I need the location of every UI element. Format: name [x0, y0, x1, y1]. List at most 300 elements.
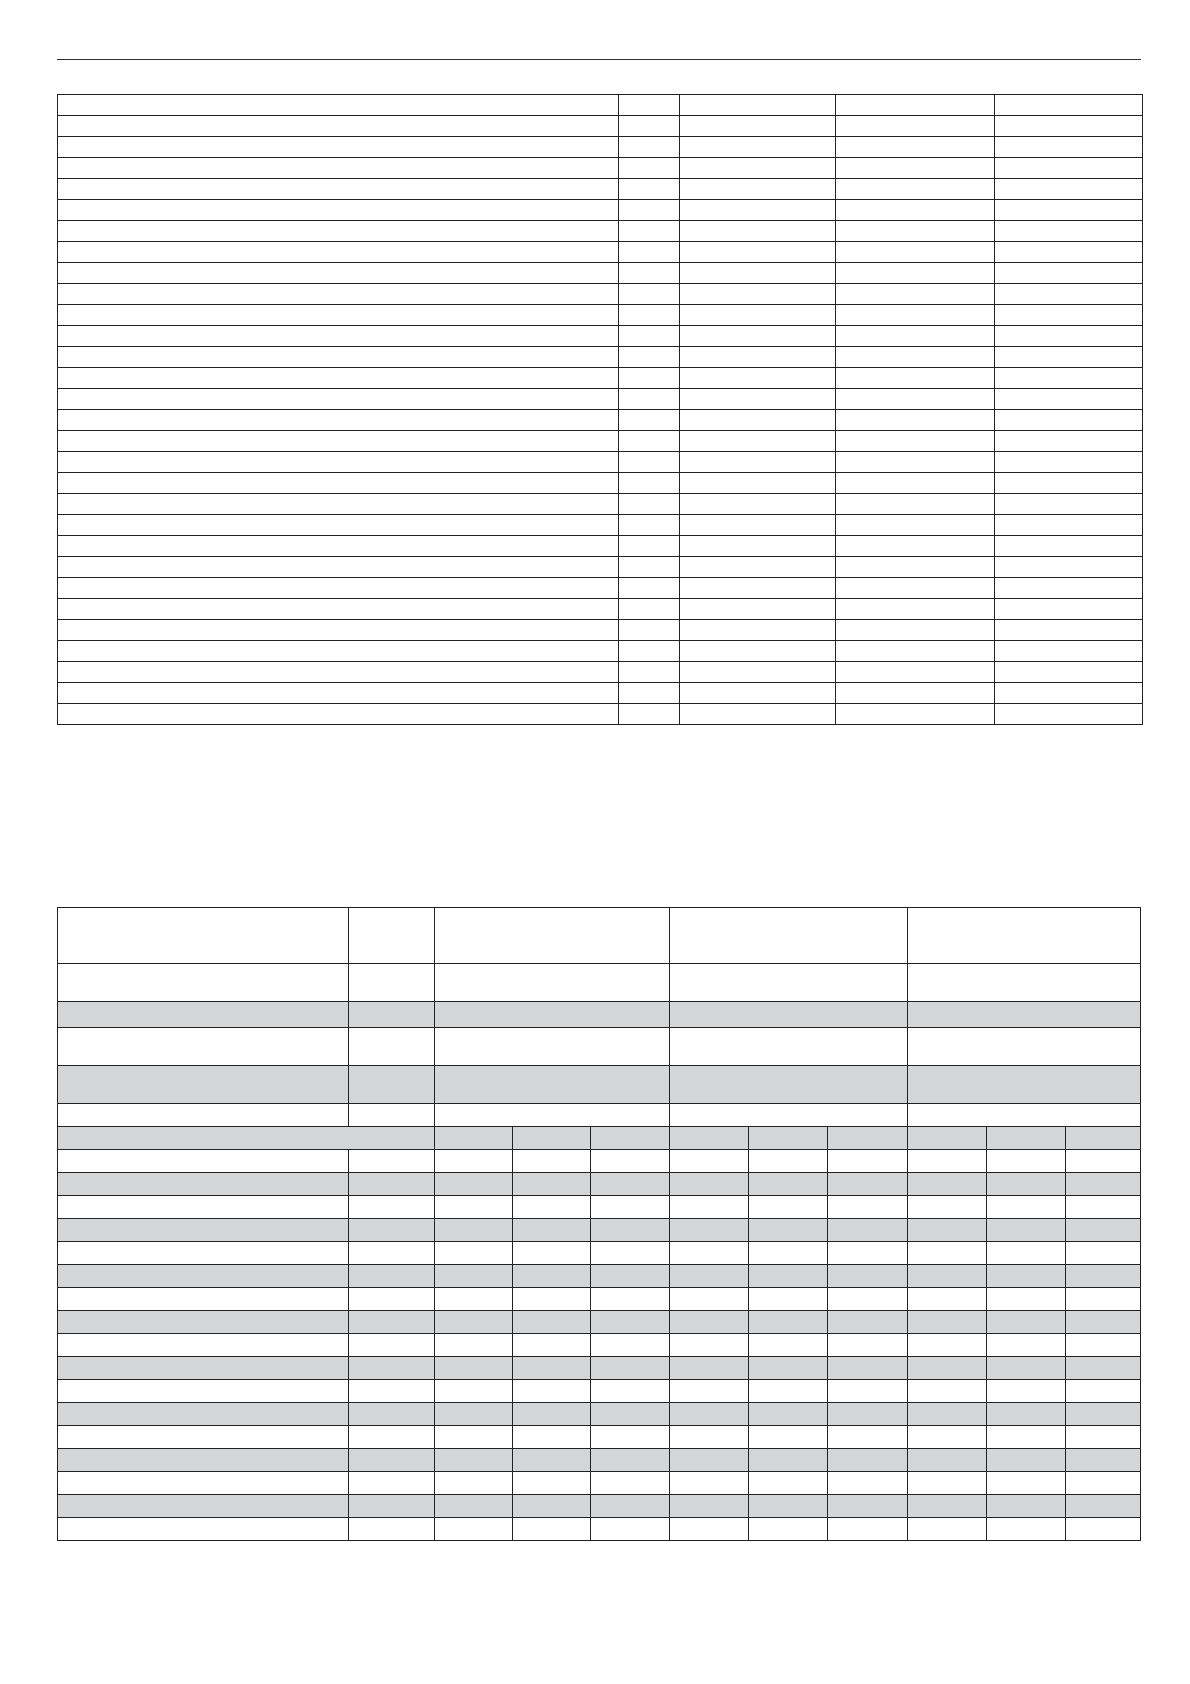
table-cell	[670, 1002, 908, 1028]
table-cell	[435, 1265, 513, 1288]
table-cell	[908, 1265, 987, 1288]
table-cell	[749, 1219, 828, 1242]
table-cell	[513, 1357, 591, 1380]
table-cell	[836, 515, 995, 536]
table-cell	[1066, 1173, 1141, 1196]
table-cell	[58, 704, 619, 725]
table-cell	[435, 1288, 513, 1311]
table-cell	[680, 200, 836, 221]
table-cell	[58, 1380, 349, 1403]
table-cell	[349, 964, 435, 1002]
table-row	[58, 95, 1143, 116]
table-cell	[680, 515, 836, 536]
table-cell	[670, 1403, 749, 1426]
table-cell	[435, 1403, 513, 1426]
table-cell	[349, 1426, 435, 1449]
table-cell	[670, 1028, 908, 1066]
table-cell	[591, 1150, 670, 1173]
table-cell	[995, 599, 1143, 620]
table-cell	[513, 1334, 591, 1357]
table-cell	[749, 1334, 828, 1357]
table-cell	[435, 1066, 670, 1104]
table-row	[58, 368, 1143, 389]
table-cell	[349, 1196, 435, 1219]
table-cell	[836, 305, 995, 326]
table-cell	[680, 95, 836, 116]
top-table	[57, 94, 1143, 725]
table-cell	[58, 473, 619, 494]
table-cell	[908, 1173, 987, 1196]
table-cell	[749, 1403, 828, 1426]
table-cell	[1066, 1288, 1141, 1311]
table-cell	[58, 452, 619, 473]
table-cell	[836, 473, 995, 494]
table-cell	[908, 1380, 987, 1403]
table-cell	[828, 1426, 908, 1449]
table-cell	[619, 158, 680, 179]
table-row	[58, 221, 1143, 242]
table-row	[58, 1357, 1141, 1380]
table-row	[58, 242, 1143, 263]
table-cell	[749, 1242, 828, 1265]
table-cell	[680, 578, 836, 599]
table-cell	[619, 578, 680, 599]
table-cell	[619, 704, 680, 725]
table-cell	[670, 1472, 749, 1495]
table-cell	[435, 1127, 513, 1150]
table-row	[58, 347, 1143, 368]
table-cell	[680, 641, 836, 662]
table-cell	[619, 557, 680, 578]
table-cell	[349, 1334, 435, 1357]
table-cell	[836, 683, 995, 704]
table-cell	[58, 1403, 349, 1426]
table-row	[58, 1150, 1141, 1173]
table-cell	[619, 515, 680, 536]
table-cell	[349, 1403, 435, 1426]
table-header-row	[58, 1028, 1141, 1066]
table-cell	[987, 1265, 1066, 1288]
table-cell	[513, 1288, 591, 1311]
table-cell	[828, 1357, 908, 1380]
table-cell	[680, 347, 836, 368]
table-cell	[987, 1173, 1066, 1196]
table-cell	[58, 1265, 349, 1288]
table-cell	[828, 1518, 908, 1541]
table-cell	[908, 1426, 987, 1449]
table-cell	[58, 1104, 349, 1127]
table-cell	[349, 1002, 435, 1028]
table-cell	[987, 1150, 1066, 1173]
table-cell	[836, 263, 995, 284]
table-row	[58, 200, 1143, 221]
table-cell	[995, 179, 1143, 200]
table-cell	[836, 137, 995, 158]
table-row	[58, 263, 1143, 284]
table-cell	[828, 1495, 908, 1518]
table-cell	[513, 1196, 591, 1219]
table-cell	[513, 1150, 591, 1173]
table-cell	[670, 1518, 749, 1541]
table-cell	[828, 1449, 908, 1472]
table-cell	[619, 347, 680, 368]
table-cell	[670, 1219, 749, 1242]
table-cell	[58, 1449, 349, 1472]
table-cell	[908, 1449, 987, 1472]
table-cell	[670, 1449, 749, 1472]
table-cell	[680, 242, 836, 263]
table-cell	[836, 431, 995, 452]
table-cell	[680, 137, 836, 158]
table-cell	[591, 1380, 670, 1403]
table-cell	[680, 305, 836, 326]
table-cell	[995, 557, 1143, 578]
table-cell	[836, 179, 995, 200]
table-cell	[58, 1173, 349, 1196]
table-row	[58, 473, 1143, 494]
table-row	[58, 1403, 1141, 1426]
table-row	[58, 599, 1143, 620]
table-cell	[680, 431, 836, 452]
table-cell	[513, 1219, 591, 1242]
table-cell	[513, 1426, 591, 1449]
table-cell	[619, 683, 680, 704]
table-cell	[749, 1196, 828, 1219]
table-cell	[987, 1403, 1066, 1426]
table-cell	[1066, 1472, 1141, 1495]
table-cell	[349, 1219, 435, 1242]
table-cell	[995, 95, 1143, 116]
table-cell	[1066, 1380, 1141, 1403]
table-cell	[836, 221, 995, 242]
table-cell	[58, 410, 619, 431]
table-cell	[349, 1357, 435, 1380]
table-cell	[995, 578, 1143, 599]
table-cell	[58, 263, 619, 284]
table-row	[58, 515, 1143, 536]
table-row	[58, 116, 1143, 137]
table-cell	[435, 1150, 513, 1173]
table-cell	[680, 179, 836, 200]
table-row	[58, 305, 1143, 326]
table-cell	[58, 116, 619, 137]
table-row	[58, 1380, 1141, 1403]
table-cell	[680, 704, 836, 725]
table-cell	[995, 263, 1143, 284]
table-cell	[680, 536, 836, 557]
table-cell	[908, 1104, 1141, 1127]
table-cell	[680, 557, 836, 578]
table-cell	[513, 1311, 591, 1334]
table-cell	[836, 95, 995, 116]
table-cell	[591, 1173, 670, 1196]
table-cell	[58, 137, 619, 158]
table-cell	[670, 1495, 749, 1518]
table-cell	[58, 641, 619, 662]
table-cell	[995, 137, 1143, 158]
table-cell	[1066, 1426, 1141, 1449]
table-cell	[987, 1380, 1066, 1403]
table-row	[58, 1265, 1141, 1288]
table-cell	[908, 908, 1141, 964]
table-subheader-row	[58, 1127, 1141, 1150]
table-cell	[987, 1495, 1066, 1518]
table-cell	[513, 1265, 591, 1288]
table-cell	[670, 1334, 749, 1357]
table-cell	[58, 599, 619, 620]
table-cell	[995, 305, 1143, 326]
table-cell	[670, 1173, 749, 1196]
table-cell	[987, 1334, 1066, 1357]
table-cell	[1066, 1334, 1141, 1357]
table-cell	[995, 389, 1143, 410]
table-cell	[513, 1518, 591, 1541]
table-cell	[349, 908, 435, 964]
table-cell	[435, 1104, 670, 1127]
table-cell	[836, 347, 995, 368]
table-cell	[836, 284, 995, 305]
table-cell	[591, 1426, 670, 1449]
table-cell	[908, 1288, 987, 1311]
table-cell	[1066, 1311, 1141, 1334]
table-cell	[908, 1472, 987, 1495]
table-cell	[58, 158, 619, 179]
table-cell	[58, 683, 619, 704]
table-cell	[680, 620, 836, 641]
table-cell	[680, 263, 836, 284]
table-cell	[58, 662, 619, 683]
table-cell	[995, 620, 1143, 641]
table-cell	[836, 200, 995, 221]
table-cell	[749, 1426, 828, 1449]
table-cell	[349, 1288, 435, 1311]
table-cell	[908, 1127, 987, 1150]
table-cell	[435, 1449, 513, 1472]
table-cell	[619, 641, 680, 662]
table-cell	[680, 284, 836, 305]
table-cell	[749, 1288, 828, 1311]
table-cell	[619, 620, 680, 641]
table-cell	[58, 1196, 349, 1219]
table-row	[58, 620, 1143, 641]
table-cell	[836, 536, 995, 557]
table-cell	[828, 1380, 908, 1403]
table-cell	[995, 452, 1143, 473]
table-cell	[591, 1311, 670, 1334]
table-row	[58, 1311, 1141, 1334]
table-cell	[349, 1242, 435, 1265]
table-cell	[836, 578, 995, 599]
table-cell	[995, 242, 1143, 263]
table-cell	[58, 95, 619, 116]
table-cell	[749, 1357, 828, 1380]
table-cell	[619, 389, 680, 410]
table-cell	[58, 200, 619, 221]
table-cell	[995, 662, 1143, 683]
table-cell	[1066, 1495, 1141, 1518]
table-cell	[670, 1357, 749, 1380]
table-cell	[349, 1495, 435, 1518]
table-cell	[58, 1334, 349, 1357]
table-cell	[995, 200, 1143, 221]
table-cell	[670, 1380, 749, 1403]
table-row	[58, 494, 1143, 515]
table-row	[58, 326, 1143, 347]
table-row	[58, 158, 1143, 179]
table-cell	[680, 683, 836, 704]
table-cell	[1066, 1196, 1141, 1219]
table-cell	[836, 158, 995, 179]
table-cell	[995, 431, 1143, 452]
table-row	[58, 557, 1143, 578]
table-row	[58, 578, 1143, 599]
table-cell	[828, 1150, 908, 1173]
table-cell	[836, 116, 995, 137]
table-cell	[1066, 1357, 1141, 1380]
table-cell	[828, 1196, 908, 1219]
table-cell	[749, 1518, 828, 1541]
table-cell	[58, 1472, 349, 1495]
table-cell	[349, 1066, 435, 1104]
table-cell	[58, 1127, 435, 1150]
table-cell	[828, 1334, 908, 1357]
table-cell	[435, 1028, 670, 1066]
table-cell	[749, 1127, 828, 1150]
table-cell	[591, 1357, 670, 1380]
table-cell	[58, 1002, 349, 1028]
table-header-row	[58, 908, 1141, 964]
table-cell	[591, 1403, 670, 1426]
table-row	[58, 641, 1143, 662]
table-cell	[619, 410, 680, 431]
table-cell	[435, 1357, 513, 1380]
table-cell	[908, 1242, 987, 1265]
table-cell	[680, 158, 836, 179]
table-cell	[995, 368, 1143, 389]
table-cell	[749, 1449, 828, 1472]
table-cell	[670, 964, 908, 1002]
table-cell	[435, 1518, 513, 1541]
table-cell	[680, 221, 836, 242]
table-cell	[513, 1242, 591, 1265]
table-cell	[995, 473, 1143, 494]
table-cell	[619, 284, 680, 305]
table-cell	[591, 1472, 670, 1495]
table-cell	[435, 964, 670, 1002]
table-cell	[58, 1066, 349, 1104]
table-cell	[591, 1219, 670, 1242]
table-cell	[670, 1242, 749, 1265]
table-cell	[619, 116, 680, 137]
table-cell	[836, 557, 995, 578]
table-cell	[995, 704, 1143, 725]
table-cell	[349, 1472, 435, 1495]
table-cell	[435, 1472, 513, 1495]
table-cell	[619, 599, 680, 620]
table-cell	[987, 1472, 1066, 1495]
table-row	[58, 452, 1143, 473]
table-row	[58, 1472, 1141, 1495]
table-cell	[908, 1196, 987, 1219]
table-row	[58, 410, 1143, 431]
table-cell	[749, 1265, 828, 1288]
table-cell	[995, 641, 1143, 662]
table-cell	[591, 1334, 670, 1357]
table-cell	[670, 1127, 749, 1150]
table-row	[58, 1426, 1141, 1449]
table-cell	[619, 473, 680, 494]
table-cell	[349, 1380, 435, 1403]
table-cell	[987, 1449, 1066, 1472]
table-cell	[995, 158, 1143, 179]
table-cell	[58, 1518, 349, 1541]
table-cell	[435, 1380, 513, 1403]
table-cell	[619, 200, 680, 221]
table-cell	[349, 1311, 435, 1334]
table-cell	[987, 1196, 1066, 1219]
table-cell	[749, 1472, 828, 1495]
table-cell	[987, 1288, 1066, 1311]
table-cell	[836, 641, 995, 662]
table-row	[58, 1242, 1141, 1265]
table-row	[58, 536, 1143, 557]
table-cell	[619, 137, 680, 158]
table-cell	[1066, 1127, 1141, 1150]
table-cell	[680, 368, 836, 389]
table-cell	[836, 704, 995, 725]
table-cell	[58, 578, 619, 599]
table-row	[58, 1219, 1141, 1242]
table-cell	[591, 1242, 670, 1265]
table-cell	[58, 347, 619, 368]
table-cell	[670, 1196, 749, 1219]
table-cell	[680, 326, 836, 347]
table-cell	[1066, 1150, 1141, 1173]
table-cell	[995, 284, 1143, 305]
table-cell	[619, 305, 680, 326]
table-cell	[349, 1150, 435, 1173]
table-cell	[58, 494, 619, 515]
table-cell	[58, 1288, 349, 1311]
table-cell	[836, 620, 995, 641]
table-cell	[828, 1127, 908, 1150]
table-cell	[995, 536, 1143, 557]
table-cell	[619, 221, 680, 242]
table-cell	[58, 431, 619, 452]
table-cell	[908, 1028, 1141, 1066]
table-cell	[908, 1311, 987, 1334]
table-cell	[680, 494, 836, 515]
table-row	[58, 389, 1143, 410]
table-cell	[995, 326, 1143, 347]
table-row	[58, 1518, 1141, 1541]
table-cell	[836, 242, 995, 263]
table-cell	[680, 410, 836, 431]
page-header-rule	[57, 59, 1141, 60]
table-cell	[987, 1518, 1066, 1541]
table-cell	[680, 473, 836, 494]
table-cell	[435, 1495, 513, 1518]
table-cell	[749, 1380, 828, 1403]
table-cell	[58, 179, 619, 200]
table-cell	[58, 620, 619, 641]
table-cell	[908, 1357, 987, 1380]
table-cell	[670, 1426, 749, 1449]
table-cell	[908, 1066, 1141, 1104]
table-row	[58, 1449, 1141, 1472]
table-row	[58, 1173, 1141, 1196]
table-cell	[619, 95, 680, 116]
